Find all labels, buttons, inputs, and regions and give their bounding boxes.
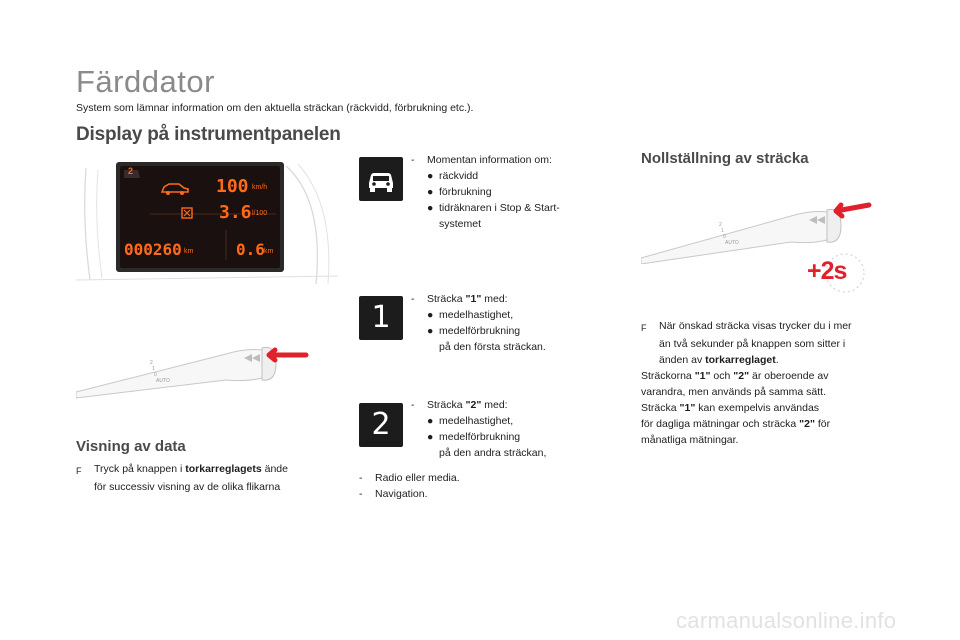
bullet-icon: ●: [427, 309, 434, 321]
trip-2-tile: [359, 403, 403, 447]
bullet-icon: ●: [427, 415, 434, 427]
bullet-icon: ●: [427, 170, 434, 182]
bullet-icon: ●: [427, 186, 434, 198]
stalk-label: 0: [723, 234, 726, 240]
trip-2-info: - Sträcka "2" med: ● medelhastighet, ● medelförbrukning på den andra sträckan,: [411, 399, 547, 459]
reset-heading: Nollställning av sträcka: [641, 150, 809, 167]
bullet-icon: ●: [427, 431, 434, 443]
trip-value: 0.6: [236, 240, 265, 259]
watermark: carmanualsonline.info: [676, 608, 897, 633]
odometer-value: 000260: [124, 240, 182, 259]
car-range-icon: [160, 180, 190, 201]
stalk-label: 1: [152, 366, 155, 372]
bullet-icon: ●: [427, 325, 434, 337]
consumption-value: 3.6: [219, 202, 252, 223]
instruction-marker-icon: F: [76, 466, 82, 476]
stalk-label: 0: [154, 372, 157, 378]
stalk-label: 2: [150, 360, 153, 366]
page-subtitle: System som lämnar information om den aktuella sträckan (räckvidd, förbrukning etc.).: [76, 102, 474, 114]
trip-unit: km: [264, 248, 274, 255]
reset-text: F När önskad sträcka visas trycker du i mer än två sekunder på knappen som sitter i änden av torkarreglaget. Sträckorna "1" och "2" är oberoende av varandra, men används på samma sätt. Sträcka "1" kan exempelvis användas för dagliga mätningar och sträcka "2" för månatliga mätningar.: [641, 320, 852, 446]
stalk-label: 2: [719, 222, 722, 228]
trip-1-tile: [359, 296, 403, 340]
trip-tab: 2: [128, 166, 134, 176]
speed-unit: km/h: [252, 184, 268, 191]
display-heading: Display på instrumentpanelen: [76, 124, 341, 145]
consumption-unit: l/100: [252, 210, 268, 217]
car-icon-tile: [359, 157, 403, 201]
speed-value: 100: [216, 176, 249, 197]
visning-line-2: för successiv visning av de olika flikarna: [94, 481, 281, 493]
visning-line-1: Tryck på knappen i torkarreglagets ände: [94, 463, 288, 475]
wiper-stalk-illustration-left: [76, 330, 316, 400]
extra-pages: - Radio eller media. - Navigation.: [359, 472, 460, 500]
visning-text: [76, 461, 338, 495]
bullet-icon: ●: [427, 202, 434, 214]
trip-2-number: 2: [371, 407, 391, 442]
momentary-info: - Momentan information om: ● räckvidd ● förbrukning ● tidräknaren i Stop & Start- systemet: [411, 154, 560, 230]
trip-1-number: 1: [371, 300, 391, 335]
stalk-label: 1: [721, 228, 724, 234]
instrument-panel-illustration: [76, 160, 338, 288]
car-icon: [359, 157, 403, 201]
trip-1-info: - Sträcka "1" med: ● medelhastighet, ● medelförbrukning på den första sträckan.: [411, 293, 546, 353]
instruction-marker-icon: F: [641, 323, 647, 333]
page-title: Färddator: [76, 64, 215, 99]
stalk-label: AUTO: [725, 240, 739, 246]
stalk-label: AUTO: [156, 378, 170, 384]
fuel-icon: [181, 206, 193, 224]
hold-2s-badge: [805, 252, 867, 294]
hold-2s-text: +2s: [807, 257, 847, 285]
visning-heading: Visning av data: [76, 438, 186, 455]
odometer-unit: km: [184, 248, 194, 255]
